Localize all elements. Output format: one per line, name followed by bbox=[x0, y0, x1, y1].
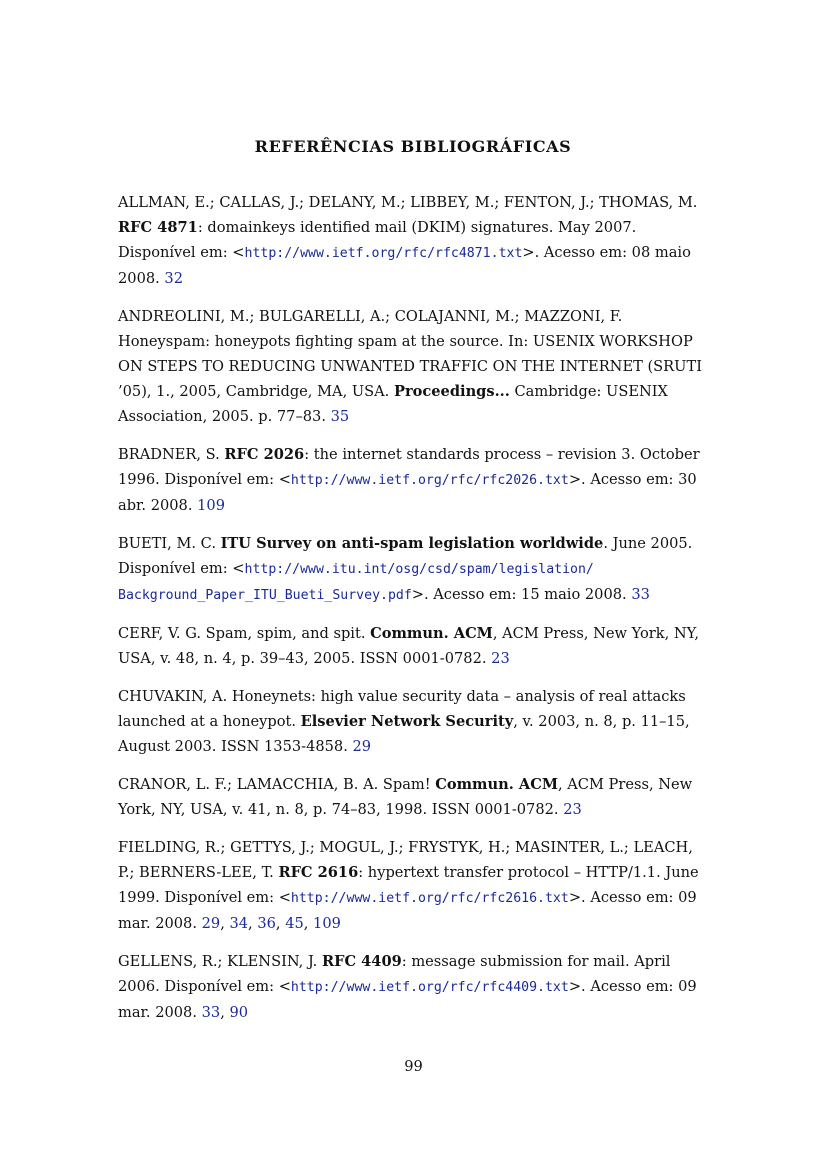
reference-entry bbox=[118, 304, 710, 429]
reference-title: Commun. ACM bbox=[435, 776, 558, 793]
reference-entry: GELLENS, R.; KLENSIN, J. RFC 4409: message submission for mail. April 2006. Disponível em: <http://www.ietf.org/rfc/rfc4409.txt>. Acesso em: 09 mar. 2008. 33, 90 bbox=[118, 953, 697, 1021]
reference-authors: ALLMAN, E.; CALLAS, J.; DELANY, M.; LIBBEY, M.; FENTON, J.; THOMAS, M. bbox=[118, 194, 698, 211]
reference-url-link[interactable]: http://www.ietf.org/rfc/rfc2616.txt bbox=[290, 891, 569, 906]
reference-access-date: >. Acesso em: 15 maio 2008. bbox=[411, 586, 632, 603]
reference-details: Cambridge: USENIX Association, 2005. p. 77–83. bbox=[118, 383, 668, 425]
reference-title: ITU Survey on anti-spam legislation worldwide bbox=[220, 535, 604, 552]
reference-entry: FIELDING, R.; GETTYS, J.; MOGUL, J.; FRYSTYK, H.; MASINTER, L.; LEACH, P.; BERNERS-LEE, T. RFC 2616: hypertext transfer protocol – HTTP/1.1. June 1999. Disponível em: <http://www.ietf.org/rfc/rfc2616.txt>. Acesso em: 09 mar. 2008. 29, 34, 36, 45, 109 bbox=[118, 839, 699, 932]
backref-page-link[interactable]: 33 bbox=[201, 1004, 221, 1021]
reference-entry bbox=[118, 531, 710, 608]
reference-authors: CHUVAKIN, A. Honeynets: high value security data – analysis of real attacks launched at a honeypot. bbox=[118, 688, 686, 730]
reference-title: Elsevier Network Security bbox=[300, 713, 514, 730]
reference-details: , ACM Press, New York, NY, USA, v. 48, n. 4, p. 39–43, 2005. ISSN 0001-0782. bbox=[118, 625, 700, 667]
reference-entry bbox=[118, 621, 710, 671]
reference-authors: GELLENS, R.; KLENSIN, J. bbox=[118, 953, 322, 970]
reference-url-link[interactable]: http://www.ietf.org/rfc/rfc4871.txt bbox=[244, 246, 523, 261]
reference-authors: CRANOR, L. F.; LAMACCHIA, B. A. Spam! bbox=[118, 776, 436, 793]
backref-page-link[interactable]: 45 bbox=[285, 915, 304, 932]
backref-page-link[interactable]: 90 bbox=[229, 1004, 249, 1021]
backref-page-link[interactable]: 29 bbox=[352, 738, 372, 755]
backref-page-link[interactable]: 33 bbox=[631, 586, 650, 603]
reference-authors: BUETI, M. C. bbox=[118, 535, 221, 552]
reference-details: , ACM Press, New York, NY, USA, v. 41, n. 8, p. 74–83, 1998. ISSN 0001-0782. bbox=[118, 776, 693, 818]
reference-authors: CERF, V. G. Spam, spim, and spit. bbox=[118, 625, 371, 642]
backref-page-link[interactable]: 23 bbox=[563, 801, 582, 818]
backref-page-link[interactable]: 109 bbox=[313, 915, 341, 932]
reference-url-link[interactable]: http://www.itu.int/osg/csd/spam/legislation/ Background_Paper_ITU_Bueti_Survey.pdf bbox=[118, 562, 594, 603]
reference-url-link[interactable]: http://www.ietf.org/rfc/rfc2026.txt bbox=[290, 473, 569, 488]
reference-title: Commun. ACM bbox=[370, 625, 493, 642]
page-number: 99 bbox=[404, 1058, 423, 1075]
reference-details: : the internet standards process – revision 3. October 1996. Disponível em: < bbox=[118, 446, 700, 488]
reference-title: RFC 4871 bbox=[118, 219, 198, 236]
reference-title: RFC 2616 bbox=[278, 864, 359, 881]
backref-page-link[interactable]: 32 bbox=[164, 270, 183, 287]
backref-page-link[interactable]: 35 bbox=[330, 408, 350, 425]
backref-page-link[interactable]: 29 bbox=[201, 915, 221, 932]
reference-authors: FIELDING, R.; GETTYS, J.; MOGUL, J.; FRYSTYK, H.; MASINTER, L.; LEACH, P.; BERNERS-LEE, T. bbox=[118, 839, 693, 881]
reference-details: : hypertext transfer protocol – HTTP/1.1. June 1999. Disponível em: < bbox=[118, 864, 699, 906]
page-title: REFERÊNCIAS BIBLIOGRÁFICAS bbox=[254, 137, 572, 156]
reference-url-link[interactable]: http://www.ietf.org/rfc/rfc4409.txt bbox=[290, 980, 569, 995]
reference-access-date: >. Acesso em: 09 mar. 2008. bbox=[118, 889, 697, 932]
reference-title: Proceedings... bbox=[393, 383, 510, 400]
reference-authors: BRADNER, S. bbox=[118, 446, 225, 463]
reference-details: : message submission for mail. April 2006. Disponível em: < bbox=[118, 953, 671, 995]
reference-details: . June 2005. Disponível em: < bbox=[118, 535, 693, 577]
reference-access-date: >. Acesso em: 30 abr. 2008. bbox=[118, 471, 697, 514]
reference-access-date: >. Acesso em: 08 maio 2008. bbox=[118, 244, 691, 287]
reference-access-date: >. Acesso em: 09 mar. 2008. bbox=[118, 978, 697, 1021]
backref-page-link[interactable]: 34 bbox=[229, 915, 249, 932]
reference-entry bbox=[118, 772, 710, 822]
reference-authors: ANDREOLINI, M.; BULGARELLI, A.; COLAJANNI, M.; MAZZONI, F. Honeyspam: honeypots fighting spam at the source. In: USENIX WORKSHOP ON STEPS TO REDUCING UNWANTED TRAFFIC ON THE INTERNET (SRUTI ’05), 1., 2005, Cambridge, MA, USA. bbox=[118, 308, 702, 400]
backref-page-link[interactable]: 36 bbox=[257, 915, 276, 932]
reference-list bbox=[118, 190, 710, 1038]
reference-entry bbox=[118, 442, 710, 518]
reference-title: RFC 2026 bbox=[224, 446, 305, 463]
backref-page-link[interactable]: 109 bbox=[197, 497, 225, 514]
reference-details: , v. 2003, n. 8, p. 11–15, August 2003. ISSN 1353-4858. bbox=[118, 713, 690, 755]
reference-entry bbox=[118, 684, 710, 759]
backref-page-link[interactable]: 23 bbox=[491, 650, 510, 667]
reference-details: : domainkeys identified mail (DKIM) signatures. May 2007. Disponível em: < bbox=[118, 219, 637, 261]
reference-entry bbox=[118, 190, 710, 291]
reference-title: RFC 4409 bbox=[321, 953, 402, 970]
